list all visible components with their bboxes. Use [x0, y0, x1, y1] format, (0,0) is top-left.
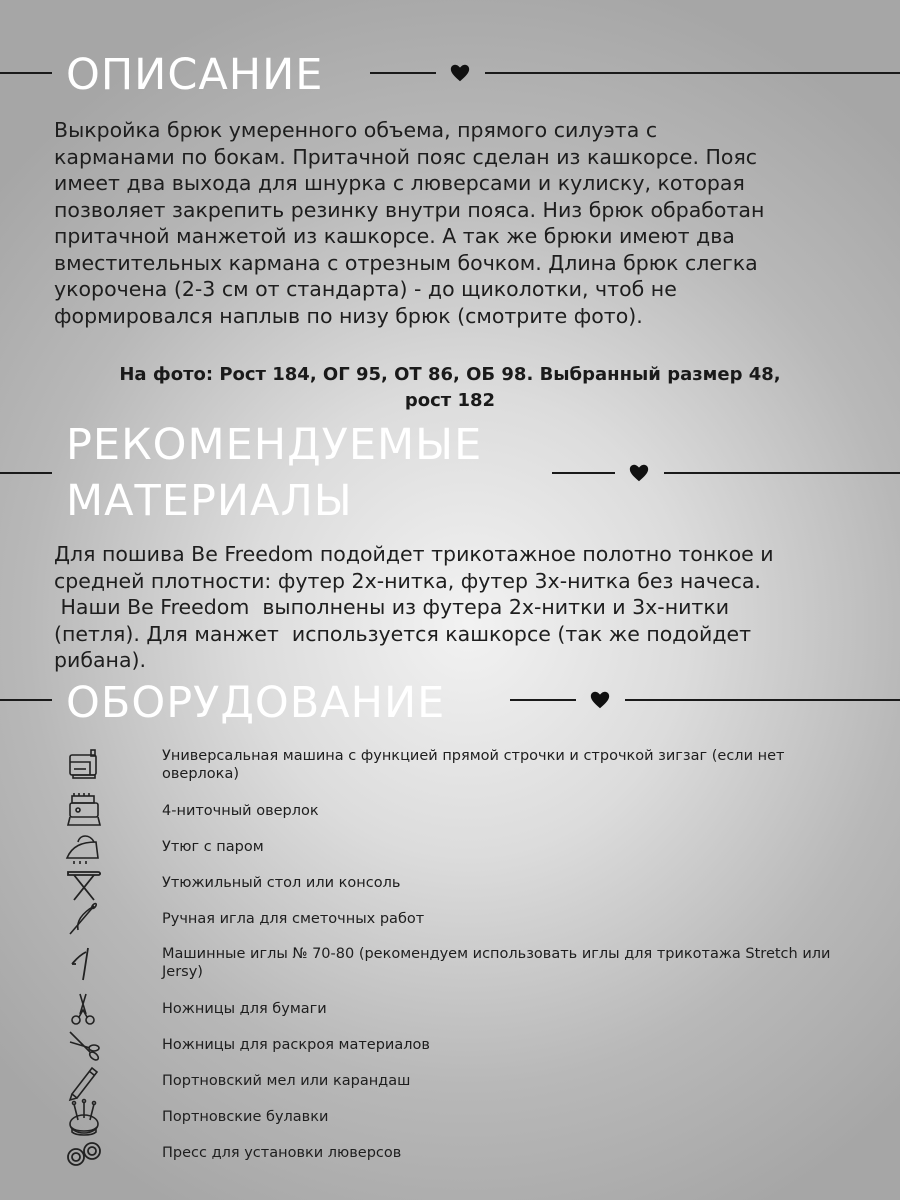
heading-rule-right	[625, 699, 900, 701]
description-line: притачной манжетой из кашкорсе. А так же брюки имеют два	[54, 224, 735, 248]
equipment-item	[64, 900, 864, 940]
equipment-item	[64, 1134, 864, 1174]
materials-heading-line1: РЕКОМЕНДУЕМЫЕ	[66, 420, 483, 470]
machine-needle-icon	[64, 944, 104, 984]
hand-needle-icon	[64, 900, 104, 940]
equipment-item	[64, 944, 864, 984]
equipment-item	[64, 746, 864, 786]
materials-heading-line2: МАТЕРИАЛЫ	[66, 476, 353, 526]
heading-rule-right	[485, 72, 900, 74]
equipment-item	[64, 1062, 864, 1102]
description-line: позволяет закрепить резинку внутри пояса. Низ брюк обработан	[54, 197, 765, 222]
overlock-icon	[64, 792, 104, 832]
description-line: формировался наплыв по низу брюк (смотрите фото).	[54, 303, 643, 328]
pin-cushion-icon	[64, 1098, 104, 1138]
description-line: карманами по бокам. Притачной пояс сделан из кашкорсе. Пояс	[54, 144, 758, 169]
heading-rule-middle	[370, 72, 436, 74]
photo-note-line2: рост 182	[404, 390, 496, 411]
sewing-machine-icon	[64, 746, 104, 786]
materials-line: рибана).	[54, 648, 147, 672]
description-line: укорочена (2-3 см от стандарта) - до щиколотки, чтоб не	[54, 277, 677, 301]
equipment-item	[64, 864, 864, 904]
equipment-label: 4-ниточный оверлок	[162, 803, 319, 819]
chalk-pencil-icon	[64, 1062, 104, 1102]
equipment-item	[64, 792, 864, 832]
description-heading: ОПИСАНИЕ	[66, 50, 324, 100]
heart-icon	[628, 462, 650, 484]
steam-iron-icon	[64, 828, 104, 868]
equipment-label: Ручная игла для сметочных работ	[162, 911, 425, 927]
equipment-label: Утюг с паром	[162, 839, 264, 855]
heading-rule-middle	[552, 472, 615, 474]
equipment-label: Утюжильный стол или консоль	[162, 875, 401, 891]
equipment-item	[64, 828, 864, 868]
heading-rule-middle	[510, 699, 576, 701]
equipment-label: Машинные иглы № 70-80 (рекомендуем использовать иглы для трикотажа Stretch или Jersy)	[162, 946, 831, 980]
heading-rule-right	[664, 472, 900, 474]
heading-rule-left	[0, 699, 52, 701]
heading-rule-left	[0, 72, 52, 74]
equipment-label: Портновские булавки	[162, 1109, 329, 1125]
materials-line: (петля). Для манжет используется кашкорсе (так же подойдет	[54, 621, 752, 646]
equipment-item	[64, 1026, 864, 1066]
heading-rule-left	[0, 472, 52, 474]
materials-line: Наши Be Freedom выполнены из футера 2х-нитки и 3х-нитки	[54, 595, 730, 619]
heart-icon	[449, 62, 471, 84]
heart-icon	[589, 689, 611, 711]
grommets-icon	[64, 1134, 104, 1174]
equipment-label: Пресс для установки люверсов	[162, 1145, 402, 1161]
equipment-label: Универсальная машина с функцией прямой строчки и строчкой зигзаг (если нет оверлока)	[162, 748, 785, 782]
equipment-label: Ножницы для раскроя материалов	[162, 1037, 430, 1053]
fabric-scissors-icon	[64, 1026, 104, 1066]
ironing-board-icon	[64, 864, 104, 904]
equipment-heading: ОБОРУДОВАНИЕ	[66, 678, 446, 728]
equipment-label: Портновский мел или карандаш	[162, 1073, 411, 1089]
materials-line: средней плотности: футер 2х-нитка, футер 3х-нитка без начеса.	[54, 568, 761, 593]
description-line: Выкройка брюк умеренного объема, прямого силуэта с	[54, 118, 658, 142]
photo-note-line1: На фото: Рост 184, ОГ 95, ОТ 86, ОБ 98. Выбранный размер 48,	[119, 364, 781, 385]
equipment-item	[64, 1098, 864, 1138]
equipment-item	[64, 990, 864, 1030]
equipment-label: Ножницы для бумаги	[162, 1001, 327, 1017]
description-line: имеет два выхода для шнурка с люверсами и кулиску, которая	[54, 171, 745, 195]
materials-line: Для пошива Be Freedom подойдет трикотажное полотно тонкое и	[54, 542, 774, 566]
description-line: вместительных кармана с отрезным бочком. Длина брюк слегка	[54, 250, 758, 275]
paper-scissors-icon	[64, 990, 104, 1030]
